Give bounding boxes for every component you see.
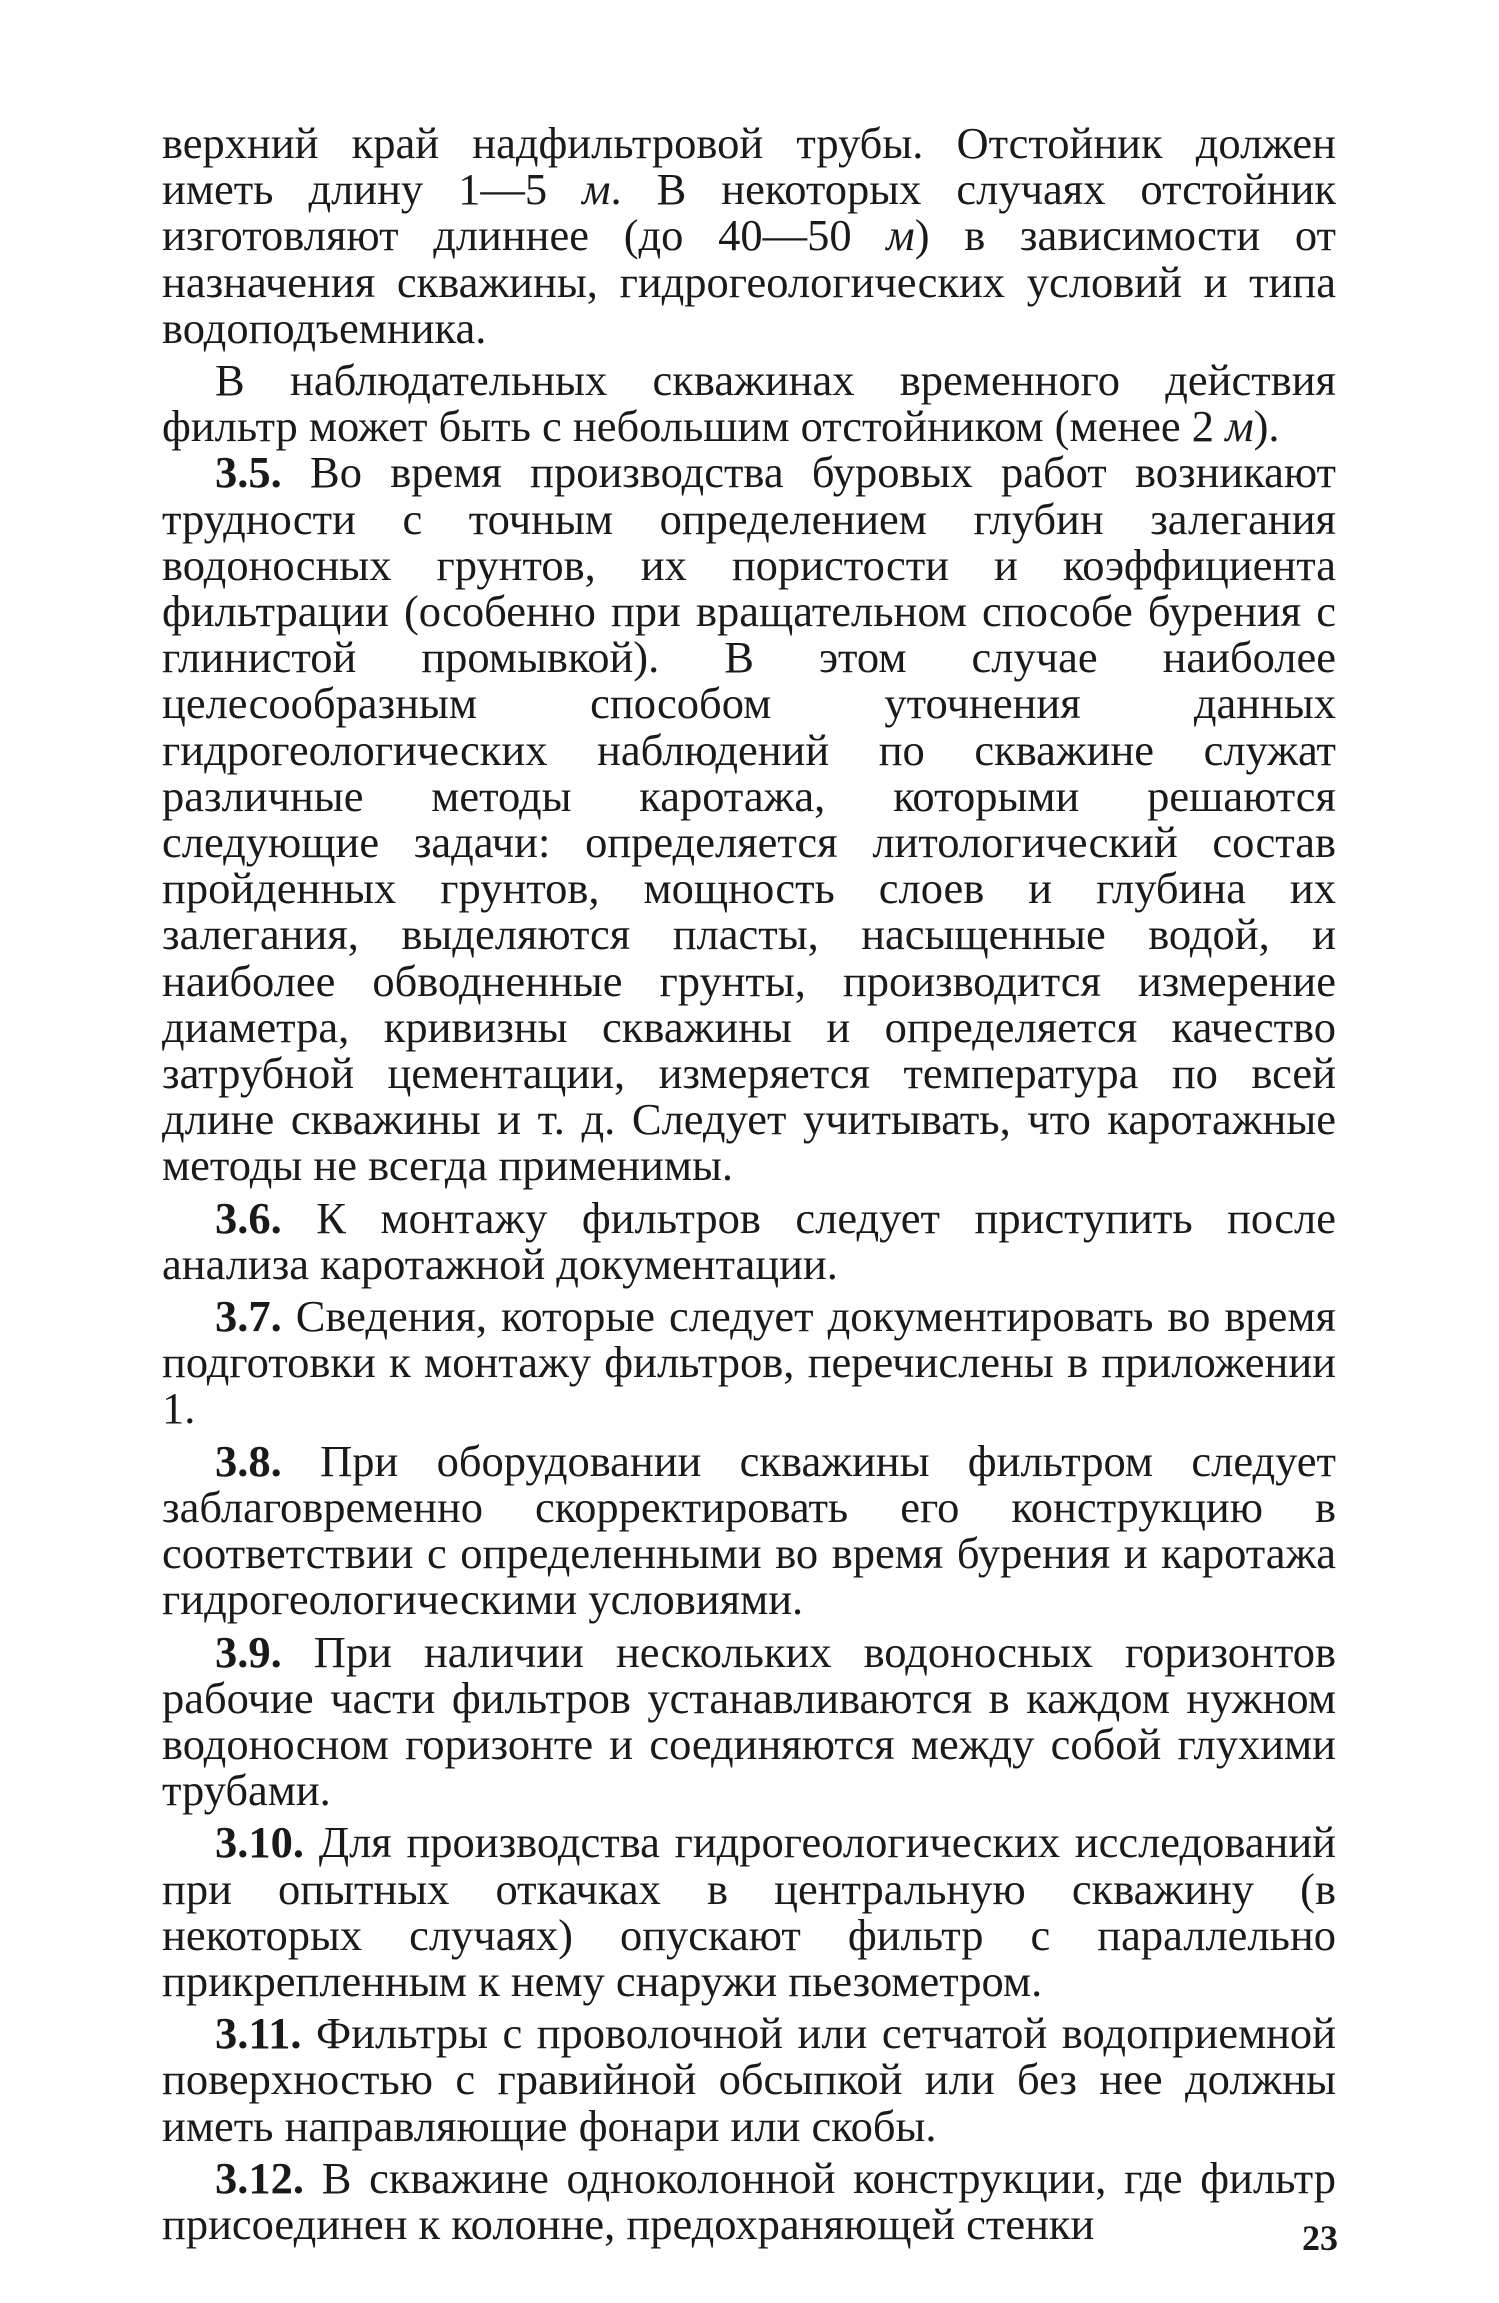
paragraph-3-10: 3.10. Для производства гидрогеологических исследований при опытных откачках в центральную скважину (в некоторых случаях) опускают фильтр с параллельно прикрепленным к нему снаружи пьезометром. xyxy=(162,1817,1336,2006)
unit-meter: м xyxy=(582,164,611,215)
section-number: 3.8. xyxy=(215,1435,282,1486)
section-number: 3.12. xyxy=(215,2152,304,2203)
body-text xyxy=(162,120,1336,2247)
page-number: 23 xyxy=(1302,2218,1338,2258)
paragraph-3-8: 3.8. При оборудовании скважины фильтром следует заблаговременно скорректировать его конструкцию в соответствии с определенными во время бурения и каротажа гидрогеологическими условиями. xyxy=(162,1435,1336,1625)
section-number: 3.6. xyxy=(215,1192,282,1243)
paragraph-3-7: 3.7. Сведения, которые следует документировать во время подготовки к монтажу фильтров, перечислены в приложении 1. xyxy=(162,1291,1336,1434)
paragraph-3-11: 3.11. Фильтры с проволочной или сетчатой водоприемной поверхностью с гравийной обсыпкой или без нее должны иметь направляющие фонари или скобы. xyxy=(162,2008,1336,2151)
section-number: 3.10. xyxy=(215,1817,304,1868)
paragraph-3-5: 3.5. Во время производства буровых работ возникают трудности с точным определением глубин залегания водоносных грунтов, их пористости и коэффициента фильтрации (особенно при вращательном способе бурения с глинистой промывкой). В этом случае наиболее целесообразным способом уточнения данных гидрогеологических наблюдений по скважине служат различные методы каротажа, которыми решаются следующие задачи: определяется литологический состав пройденных грунтов, мощность слоев и глубина их залегания, выделяются пласты, насыщенные водой, и наиболее обводненные грунты, производится измерение диаметра, кривизны скважины и определяется качество затрубной цементации, измеряется температура по всей длине скважины и т. д. Следует учитывать, что каротажные методы не всегда применимы. xyxy=(162,447,1336,1191)
section-number: 3.11. xyxy=(215,2008,302,2059)
section-number: 3.9. xyxy=(215,1626,282,1677)
unit-meter: м xyxy=(886,210,915,261)
paragraph-3-9: 3.9. При наличии нескольких водоносных горизонтов рабочие части фильтров устанавливаются в каждом нужном водоносном горизонте и соединяются между собой глухими трубами. xyxy=(162,1626,1336,1816)
paragraph-3-12: 3.12. В скважине одноколонной конструкции, где фильтр присоединен к колонне, предохраняющей стенки xyxy=(162,2152,1336,2249)
section-number: 3.7. xyxy=(215,1291,282,1342)
paragraph-continuation: верхний край надфильтровой трубы. Отстойник должен иметь длину 1—5 м. В некоторых случаях отстойник изготовляют длиннее (до 40—50 м) в зависимости от назначения скважины, гидрогеологических условий и типа водоподъемника. xyxy=(162,118,1336,353)
section-number: 3.5. xyxy=(215,447,282,498)
paragraph-observation-wells: В наблюдательных скважинах временного действия фильтр может быть с небольшим отстойником (менее 2 м). xyxy=(162,355,1336,452)
paragraph-3-6: 3.6. К монтажу фильтров следует приступить после анализа каротажной документации. xyxy=(162,1192,1336,1289)
unit-meter: м xyxy=(1225,401,1254,452)
